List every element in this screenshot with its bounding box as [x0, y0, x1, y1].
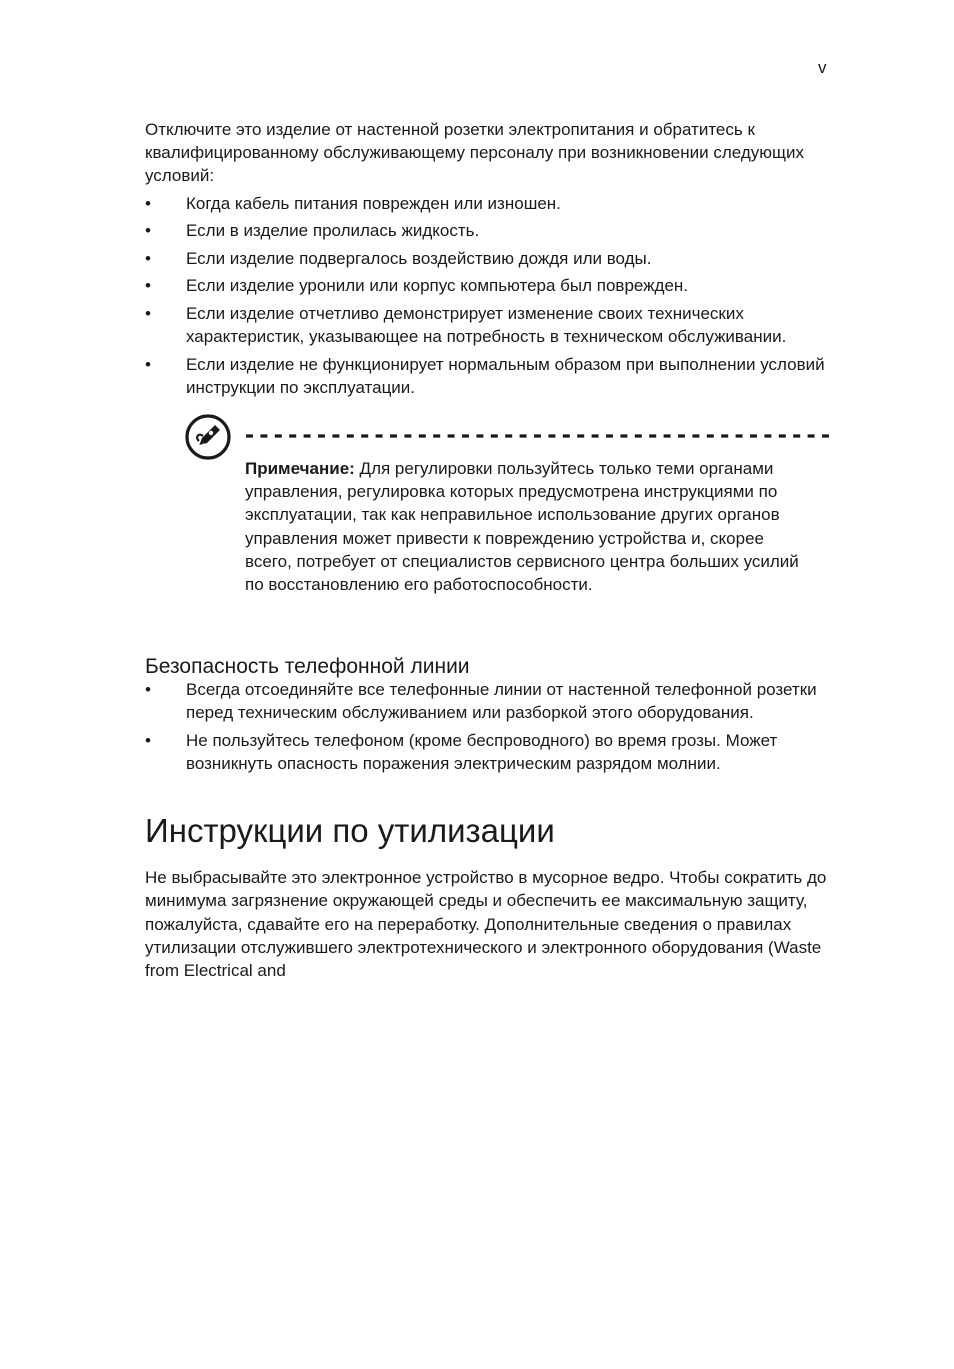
list-item-text: Если изделие отчетливо демонстрирует изменение своих технических характеристик, указывающее на потребность в техническом обслуживании.: [186, 303, 787, 347]
list-item: [145, 219, 835, 242]
page-content: [145, 118, 835, 982]
note-body: Для регулировки пользуйтесь только теми органами управления, регулировка которых предусмотрена инструкциями по эксплуатации, так как неправильное использование других органов управления может привести к повреждению устройства и, скорее всего, потребует от специалистов сервисного центра больших усилий по восстановлению его работоспособности.: [245, 459, 799, 595]
list-item-text: Если изделие уронили или корпус компьютера был поврежден.: [186, 276, 689, 296]
page-number: v: [818, 58, 827, 77]
bullet-icon: •: [145, 276, 151, 296]
conditions-list: [145, 192, 835, 399]
bullet-icon: •: [145, 730, 151, 750]
list-item-text: Если изделие не функционирует нормальным образом при выполнении условий инструкции по эксплуатации.: [186, 354, 825, 397]
list-item: [145, 302, 835, 348]
list-item-text: Если изделие подвергалось воздействию дождя или воды.: [186, 248, 652, 268]
section-heading-phone-safety: Безопасность телефонной линии: [145, 655, 470, 679]
bullet-icon: •: [145, 248, 151, 268]
bullet-icon: •: [145, 680, 151, 700]
bullet-icon: •: [145, 221, 151, 241]
disposal-paragraph: Не выбрасывайте это электронное устройство в мусорное ведро. Чтобы сократить до минимума загрязнение окружающей среды и обеспечить ее максимальную защиту, пожалуйста, сдавайте его на переработку. Дополнительные сведения о правилах утилизации отслужившего электротехнического и электронного оборудования (Waste from Electrical and: [145, 868, 827, 980]
list-item: [145, 678, 835, 724]
list-item: [145, 247, 835, 270]
chapter-heading-disposal: Инструкции по утилизации: [145, 812, 555, 850]
list-item-text: Всегда отсоединяйте все телефонные линии от настенной телефонной розетки перед техническим обслуживанием или разборкой этого оборудования.: [186, 680, 817, 723]
list-item: [145, 274, 835, 297]
bullet-icon: •: [145, 354, 151, 374]
list-item-text: Когда кабель питания поврежден или изношен.: [186, 193, 561, 213]
note-label: Примечание:: [245, 459, 355, 479]
list-item-text: Если в изделие пролилась жидкость.: [186, 221, 480, 241]
list-item: [145, 729, 835, 775]
note-divider: [246, 434, 834, 438]
list-item: [145, 192, 835, 215]
note-text: [245, 457, 805, 596]
list-item-text: Не пользуйтесь телефоном (кроме беспроводного) во время грозы. Может возникнуть опасность поражения электрическим разрядом молнии.: [186, 730, 778, 773]
note-box: [145, 414, 835, 626]
bullet-icon: •: [145, 303, 151, 323]
phone-safety-list: [145, 678, 835, 775]
intro-paragraph: Отключите это изделие от настенной розетки электропитания и обратитесь к квалифицированному обслуживающему персоналу при возникновении следующих условий:: [145, 120, 805, 186]
note-pencil-icon: [185, 414, 231, 460]
list-item: [145, 353, 835, 399]
bullet-icon: •: [145, 193, 151, 213]
